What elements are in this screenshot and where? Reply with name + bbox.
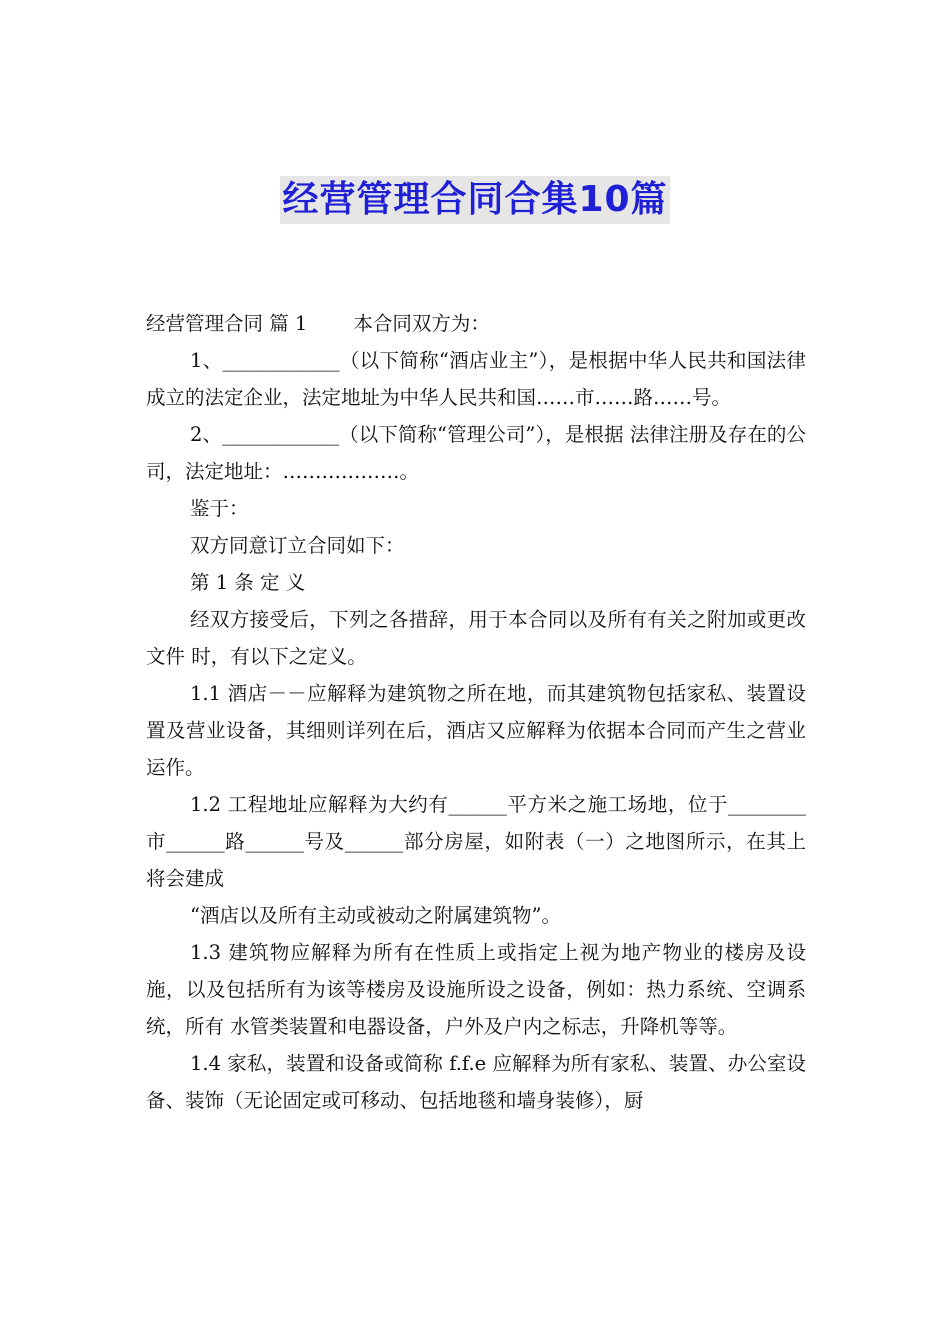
section-label: 经营管理合同 篇 1 [146,312,308,335]
paragraph: “酒店以及所有主动或被动之附属建筑物”。 [190,904,561,927]
paragraph: 鉴于： [190,497,249,520]
document-body [146,305,806,1119]
paragraph: 经双方接受后，下列之各措辞，用于本合同以及所有有关之附加或更改文件 时，有以下之定义。 [146,608,806,668]
article-heading: 第 1 条 定 义 [190,571,306,594]
clause-1-2: 1.2 工程地址应解释为大约有______平方米之施工场地，位于________市______路______号及______部分房屋，如附表（一）之地图所示，在其上将会建成 [146,793,806,890]
clause-1-4: 1.4 家私，装置和设备或简称 f.f.e 应解释为所有家私、装置、办公室设备、装饰（无论固定或可移动、包括地毯和墙身装修），厨 [146,1052,806,1112]
intro-text: 本合同双方为： [353,312,490,335]
paragraph: 1、____________（以下简称“酒店业主”），是根据中华人民共和国法律成立的法定企业，法定地址为中华人民共和国……市……路……号。 [146,349,806,409]
paragraph: 双方同意订立合同如下： [190,534,405,557]
paragraph: 2、____________（以下简称“管理公司”），是根据 法律注册及存在的公司，法定地址：………………。 [146,423,806,483]
clause-1-1: 1.1 酒店－－应解释为建筑物之所在地，而其建筑物包括家私、装置设置及营业设备，其细则详列在后，酒店又应解释为依据本合同而产生之营业运作。 [146,682,806,779]
title-block [0,176,950,224]
clause-1-3: 1.3 建筑物应解释为所有在性质上或指定上视为地产物业的楼房及设施，以及包括所有为该等楼房及设施所设之设备，例如：热力系统、空调系统，所有 水管类装置和电器设备，户外及户内之标志，升降机等等。 [146,941,806,1038]
paragraph-heading [146,305,806,342]
document-title: 经营管理合同合集10篇 [280,176,669,224]
